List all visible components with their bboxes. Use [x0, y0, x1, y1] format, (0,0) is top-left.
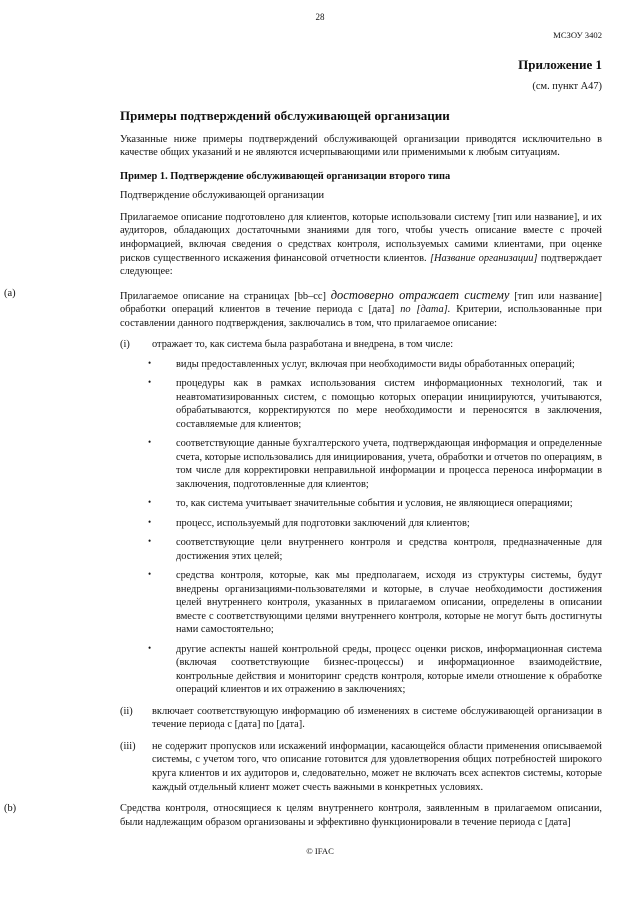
sub-item-ii — [120, 705, 602, 732]
appendix-title: Приложение 1 — [518, 57, 602, 72]
bullet-icon: • — [148, 497, 152, 508]
bullet-icon: • — [148, 516, 152, 527]
sub-item-iii-text: не содержит пропусков или искажений информации, касающейся области применения описываемой системы, с учетом того, что описание готовится для удовлетворения общих потребностей широкого круга клиентов и их аудиторов и, следовательно, может не включать всех аспектов системы, которые каждый отдельный клиент может счесть важными в конкретных условиях. — [152, 740, 602, 793]
bullet-text: другие аспекты нашей контрольной среды, процесс оценки рисков, информационная система (включая соответствующие бизнес-процессы) и информационное взаимодействие, контрольные действия и мониторинг средств контроля, которые имели отношение к обработке операций клиентов и их отражению в заключениях; — [176, 643, 602, 696]
bullet-item — [148, 569, 602, 637]
bullet-item — [148, 377, 602, 431]
item-a-text-part3: Критерии, использованные при составлении данного подтверждения, заключались в том, что прилагаемое описание: — [120, 304, 602, 329]
sub-item-i-text: отражает то, как система была разработана и внедрена, в том числе: — [152, 339, 454, 351]
item-b — [4, 802, 602, 829]
section-intro: Указанные ниже примеры подтверждений обслуживающей организации приводятся исключительно в качестве общих указаний и не являются исчерпывающими или применимыми к любым ситуациям. — [120, 133, 602, 159]
item-b-label: (b) — [4, 803, 17, 815]
bullet-text: соответствующие цели внутреннего контроля и средства контроля, предназначенные для достижения этих целей; — [176, 537, 602, 562]
bullet-icon: • — [148, 377, 152, 388]
section-title: Примеры подтверждений обслуживающей организации — [120, 108, 450, 123]
bullet-item — [148, 357, 602, 372]
organization-name-placeholder: [Название организации] — [429, 252, 538, 264]
bullet-icon: • — [148, 569, 152, 580]
bullet-item — [148, 497, 602, 511]
bullet-text: виды предоставленных услуг, включая при необходимости виды обработанных операций; — [176, 358, 575, 370]
item-a-label: (a) — [4, 287, 16, 299]
bullet-text: средства контроля, которые, как мы предполагаем, исходя из структуры системы, будут внедрены организациями-пользователями и которые, в случае необходимости достижения целей внутреннего контроля, указанных в прилагаемом описании, определены в описании вместе с соответствующими целями внутреннего контроля, которые не могут быть достигнуты нами самостоятельно; — [176, 570, 602, 636]
bullet-item — [148, 437, 602, 491]
sub-item-ii-text: включает соответствующую информацию об изменениях в системе обслуживающей организации в течение периода с [дата] по [дата]. — [152, 705, 602, 731]
bullet-text: то, как система учитывает значительные события и условия, не являющиеся операциями; — [176, 498, 573, 510]
example-subtitle: Подтверждение обслуживающей организации — [120, 190, 325, 202]
bullet-item — [148, 516, 602, 531]
sub-item-ii-label: (ii) — [120, 705, 133, 717]
bullet-item — [148, 536, 602, 563]
item-a-period-end: по [дата]. — [400, 304, 451, 316]
bullet-icon: • — [148, 437, 152, 448]
bullet-text: процесс, используемый для подготовки заключений для клиентов; — [176, 517, 470, 529]
paragraph-text-end: подтверждает следующее: — [120, 252, 602, 278]
example-heading: Пример 1. Подтверждение обслуживающей организации второго типа — [120, 170, 451, 182]
paragraph-text: Прилагаемое описание подготовлено для клиентов, которые использовали систему [тип или название], и их аудиторов, обладающих достаточными знаниями для того, чтобы учесть описание вместе с прочей информацией, включая сведения о средствах контроля, используемых самими клиентами, при оценке рисков существенного искажения финансовой отчетности клиентов. — [120, 211, 602, 264]
bullet-icon: • — [148, 357, 152, 368]
bullet-icon: • — [148, 536, 152, 547]
item-a — [4, 287, 602, 795]
bullet-text: процедуры как в рамках использования систем информационных технологий, так и неавтоматизированных систем, с помощью которых операции инициируются, учитываются, обрабатываются, корректируются по мере необходимости и переносятся в заключения, составляемые для клиентов; — [176, 378, 602, 430]
footer-copyright: © IFAC — [306, 846, 334, 856]
item-a-text-part1: Прилагаемое описание на страницах [bb–cc] — [120, 290, 326, 302]
item-a-text-part2: [тип или название] обработки операций клиентов в течение периода с [дата] — [120, 290, 602, 316]
bullet-icon: • — [148, 642, 152, 653]
bullet-text: соответствующие данные бухгалтерского учета, подтверждающая информация и определенные счета, которые использовались для инициирования, учета, обработки и отчетов по операциям, в том числе для корректировки неправильной информации и процесса переноса информации в заключения, подготовленные для клиентов; — [176, 438, 602, 490]
sub-item-i-label: (i) — [120, 339, 130, 351]
appendix-reference: (см. пункт А47) — [532, 81, 602, 92]
document-body — [4, 108, 602, 829]
sub-item-i — [120, 338, 602, 352]
sub-item-iii — [120, 740, 602, 794]
item-a-text — [120, 287, 602, 331]
sub-item-iii-label: (iii) — [120, 740, 136, 752]
document-code: МСЗОУ 3402 — [553, 30, 602, 40]
item-a-emphasis: достоверно отражает систему — [330, 287, 510, 302]
page-number: 28 — [315, 12, 325, 22]
item-b-text: Средства контроля, относящиеся к целям внутреннего контроля, заявленным в прилагаемом описании, были надлежащим образом организованы и эффективно функционировали в течение периода с [дата] — [120, 803, 602, 828]
example-paragraph — [120, 211, 602, 279]
bullet-item — [148, 642, 602, 697]
